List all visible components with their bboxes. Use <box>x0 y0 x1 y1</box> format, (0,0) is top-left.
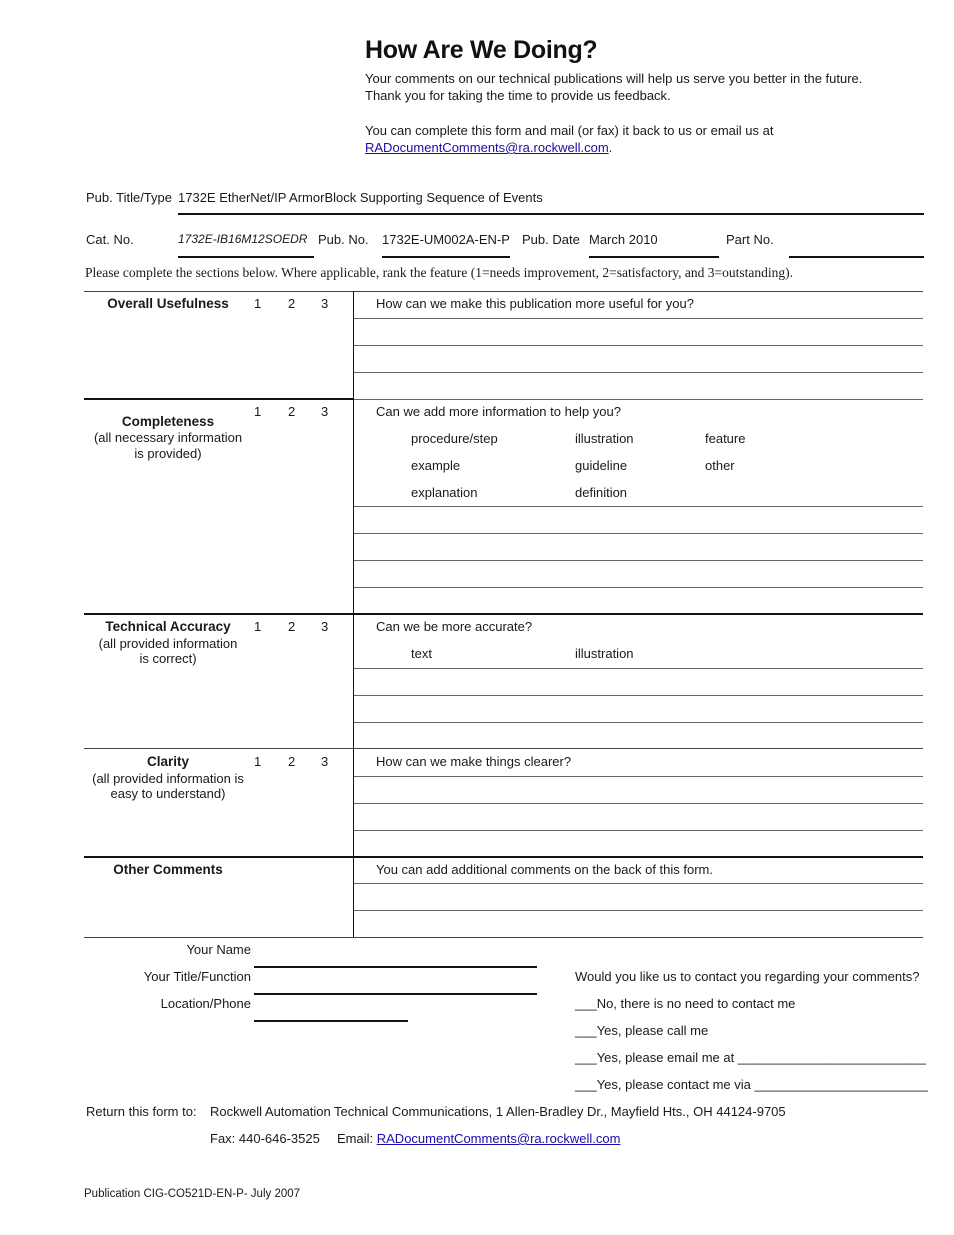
clarity-line-2[interactable] <box>353 803 923 804</box>
fax-number: Fax: 440-646-3525 <box>210 1131 320 1146</box>
accuracy-rank-2[interactable]: 2 <box>288 619 296 634</box>
option-example[interactable]: example <box>411 458 461 473</box>
part-no-label: Part No. <box>726 232 774 247</box>
clarity-desc-2: easy to understand) <box>110 786 226 801</box>
option-guideline[interactable]: guideline <box>575 458 628 473</box>
option-illustration[interactable]: illustration <box>575 431 634 446</box>
contact-question: Would you like us to contact you regarding your comments? <box>575 969 920 984</box>
footer-email-line <box>337 1131 620 1146</box>
usefulness-question: How can we make this publication more useful for you? <box>376 296 694 311</box>
your-title-label: Your Title/Function <box>143 969 251 984</box>
option-other[interactable]: other <box>705 458 735 473</box>
completeness-rank-3[interactable]: 3 <box>321 404 329 419</box>
part-no-underline <box>789 256 924 258</box>
publication-number: Publication CIG-CO521D-EN-P- July 2007 <box>84 1188 301 1200</box>
clarity-desc-1: (all provided information is <box>92 771 244 786</box>
option-accuracy-illustration[interactable]: illustration <box>575 646 634 661</box>
return-label: Return this form to: <box>86 1104 197 1119</box>
clarity-rank-1[interactable]: 1 <box>254 754 262 769</box>
intro-text-3: You can complete this form and mail (or fax) it back to us or email us at <box>365 123 774 138</box>
usefulness-line-3[interactable] <box>353 372 923 373</box>
option-definition[interactable]: definition <box>575 485 628 500</box>
your-name-label: Your Name <box>186 942 251 957</box>
accuracy-line-3[interactable] <box>353 722 923 723</box>
usefulness-bottom <box>84 398 354 400</box>
intro-text-1: Your comments on our technical publications will help us serve you better in the future. <box>365 71 863 86</box>
accuracy-line-1[interactable] <box>353 668 923 669</box>
your-title-field[interactable] <box>254 993 537 995</box>
usefulness-rank-3[interactable]: 3 <box>321 296 329 311</box>
completeness-question: Can we add more information to help you? <box>376 404 621 419</box>
completeness-line-4[interactable] <box>353 587 923 588</box>
contact-option-no[interactable]: ___No, there is no need to contact me <box>575 996 796 1011</box>
your-name-field[interactable] <box>254 966 537 968</box>
clarity-line-3[interactable] <box>353 830 923 831</box>
accuracy-rank-1[interactable]: 1 <box>254 619 262 634</box>
clarity-rank-3[interactable]: 3 <box>321 754 329 769</box>
completeness-rank-2[interactable]: 2 <box>288 404 296 419</box>
pub-title-label: Pub. Title/Type <box>86 190 172 205</box>
completeness-line-3[interactable] <box>353 560 923 561</box>
pub-date-underline <box>589 256 719 258</box>
cat-no-value[interactable]: 1732E-IB16M12SOEDR <box>178 232 308 246</box>
accuracy-bottom <box>84 748 923 749</box>
option-feature[interactable]: feature <box>705 431 746 446</box>
pub-date-label: Pub. Date <box>522 232 580 247</box>
intro-text-2: Thank you for taking the time to provide us feedback. <box>365 88 671 103</box>
usefulness-line-1[interactable] <box>353 318 923 319</box>
table-bottom-line <box>84 937 923 938</box>
accuracy-desc-2: is correct) <box>139 651 197 666</box>
accuracy-name: Technical Accuracy <box>105 619 231 634</box>
option-text[interactable]: text <box>411 646 432 661</box>
pub-no-label: Pub. No. <box>318 232 369 247</box>
completeness-line-1[interactable] <box>353 506 923 507</box>
pub-date-value[interactable]: March 2010 <box>589 232 658 247</box>
completeness-desc-1: (all necessary information <box>93 430 243 445</box>
instructions: Please complete the sections below. Where applicable, rank the feature (1=needs improvement, 2=satisfactory, and 3=outstanding). <box>85 265 793 280</box>
clarity-question: How can we make things clearer? <box>376 754 572 769</box>
usefulness-bottom-right <box>353 399 923 400</box>
completeness-bottom <box>84 613 923 615</box>
other-name: Other Comments <box>113 862 223 877</box>
email-label: Email: <box>337 1131 374 1146</box>
option-procedure-step[interactable]: procedure/step <box>411 431 498 446</box>
contact-option-call[interactable]: ___Yes, please call me <box>575 1023 709 1038</box>
contact-option-via[interactable]: ___Yes, please contact me via ________________________ <box>575 1077 928 1092</box>
footer-email-link[interactable]: RADocumentComments@ra.rockwell.com <box>376 1131 621 1146</box>
completeness-desc-2: is provided) <box>134 446 202 461</box>
table-top-line <box>84 291 923 292</box>
clarity-line-1[interactable] <box>353 776 923 777</box>
pub-no-underline <box>382 256 510 258</box>
completeness-rank-1[interactable]: 1 <box>254 404 262 419</box>
option-explanation[interactable]: explanation <box>411 485 478 500</box>
pub-no-value[interactable]: 1732E-UM002A-EN-P <box>382 232 510 247</box>
usefulness-rank-2[interactable]: 2 <box>288 296 296 311</box>
return-address: Rockwell Automation Technical Communications, 1 Allen-Bradley Dr., Mayfield Hts., OH 44124-9705 <box>210 1104 786 1119</box>
usefulness-name: Overall Usefulness <box>107 296 229 311</box>
completeness-line-2[interactable] <box>353 533 923 534</box>
usefulness-rank-1[interactable]: 1 <box>254 296 262 311</box>
accuracy-question: Can we be more accurate? <box>376 619 533 634</box>
location-phone-field[interactable] <box>254 1020 408 1022</box>
table-vertical-divider <box>353 291 354 937</box>
location-phone-label: Location/Phone <box>160 996 251 1011</box>
period: . <box>608 140 613 155</box>
pub-title-underline <box>178 213 924 215</box>
other-line-2[interactable] <box>353 910 923 911</box>
cat-no-label: Cat. No. <box>86 232 134 247</box>
intro-email-line <box>365 139 612 156</box>
pub-title-value[interactable]: 1732E EtherNet/IP ArmorBlock Supporting Sequence of Events <box>178 190 543 205</box>
other-line-1[interactable] <box>353 883 923 884</box>
cat-no-underline <box>178 256 314 258</box>
email-link[interactable]: RADocumentComments@ra.rockwell.com <box>365 140 609 155</box>
accuracy-rank-3[interactable]: 3 <box>321 619 329 634</box>
accuracy-desc-1: (all provided information <box>98 636 238 651</box>
completeness-name: Completeness <box>121 414 215 429</box>
clarity-name: Clarity <box>146 754 190 769</box>
accuracy-line-2[interactable] <box>353 695 923 696</box>
contact-option-email[interactable]: ___Yes, please email me at __________________________ <box>575 1050 926 1065</box>
page-title: How Are We Doing? <box>365 36 598 64</box>
other-question: You can add additional comments on the back of this form. <box>376 862 713 877</box>
usefulness-line-2[interactable] <box>353 345 923 346</box>
clarity-rank-2[interactable]: 2 <box>288 754 296 769</box>
clarity-bottom <box>84 856 923 858</box>
